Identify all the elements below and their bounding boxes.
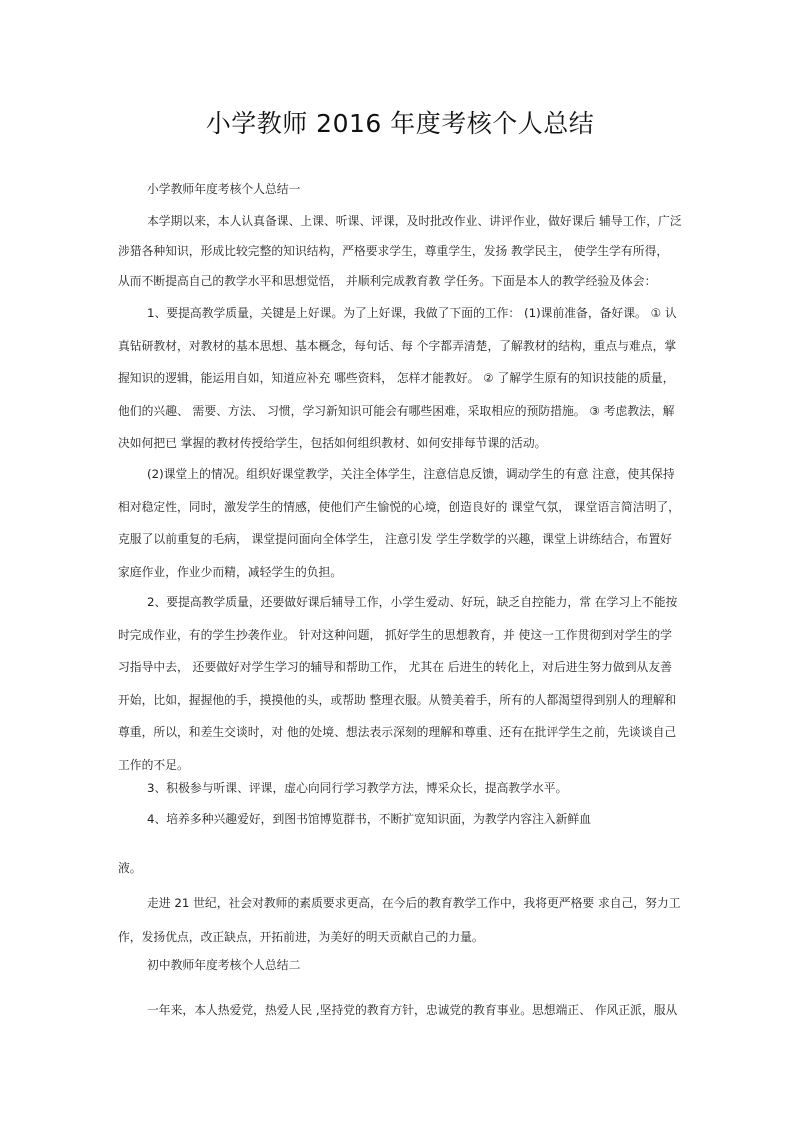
paragraph-line: (2)课堂上的情况。组织好课堂教学，关注全体学生，注意信息反馈，调动学生的有意 注意，使其保持 [147,467,675,481]
paragraph-line: 工作的不足。 [118,757,189,772]
point3-paragraph [147,773,567,803]
paragraph-line: 相对稳定性，同时，激发学生的情感，使他们产生愉悦的心境，创造良好的 课堂气氛， 课堂语言简洁明了， [118,499,680,514]
paragraph-line: 走进 21 世纪，社会对教师的素质要求更高，在今后的教育教学工作中，我将更严格要 求自己，努力工 [147,896,681,910]
paragraph-line: 液。 [118,861,142,875]
paragraph-line: 时完成作业，有的学生抄袭作业。 针对这种问题， 抓好学生的思想教育，并 使这一工作贯彻到对学生的学 [118,627,672,642]
paragraph-line: 作，发扬优点，改正缺点，开拓前进，为美好的明天贡献自己的力量。 [118,930,484,944]
paragraph-line: 一年来，本人热爱党，热爱人民 ,坚持党的教育方针，忠诚党的教育事业。思想端正、 作风正派，服从 [147,1003,678,1017]
paragraph-line: 习指导中去， 还要做好对学生学习的辅导和帮助工作， 尤其在 后进生的转化上，对后进生努力做到从友善 [118,660,672,674]
paragraph-line: 1、要提高教学质量，关键是上好课。为了上好课，我做了下面的工作： (1)课前准备，备好课。 ① 认 [147,306,677,320]
document-title: 小学教师 2016 年度考核个人总结 [205,109,595,138]
paragraph-line: 决如何把已 掌握的教材传授给学生，包括如何组织教材、如何安排每节课的活动。 [118,436,547,450]
paragraph-line: 开始，比如，握握他的手，摸摸他的头，或帮助 整理衣服。从赞美着手，所有的人都渴望得到别人的理解和 [118,692,677,707]
point1-paragraph [118,297,688,460]
closing-paragraph [118,886,688,954]
paragraph-line: 克服了以前重复的毛病， 课堂提问面向全体学生， 注意引发 学生学数学的兴趣，课堂上讲练结合，布置好 [118,532,672,546]
paragraph-line: 从而不断提高自己的教学水平和思想觉悟， 并顺利完成教育教 学任务。下面是本人的教学经验及体会： [118,274,657,288]
paragraph-line: 本学期以来，本人认真备课、上课、听课、评课，及时批改作业、讲评作业，做好课后 辅导工作，广泛 [147,214,682,228]
paragraph-line: 3、积极参与听课、评课，虚心向同行学习教学方法，博采众长，提高教学水平。 [147,781,568,795]
paragraph-line: 4、培养多种兴趣爱好，到图书馆博览群书，不断扩宽知识面，为教学内容注入新鲜血 [147,812,591,826]
section1-heading [147,174,300,204]
intro-paragraph [118,206,688,296]
paragraph-line: 真钻研教材，对教材的基本思想、基本概念，每句话、每 个字都弄清楚，了解教材的结构，重点与难点，掌 [118,338,677,353]
paragraph-line: 2、要提高教学质量，还要做好课后辅导工作，小学生爱动、好玩，缺乏自控能力，常 在学习上不能按 [147,595,678,609]
point4-paragraph [147,804,591,834]
section-heading: 小学教师年度考核个人总结一 [147,182,301,196]
paragraph-line: 尊重，所以，和差生交谈时，对 他的处境、想法表示深刻的理解和尊重、还有在批评学生之前，先谈谈自己 [118,725,677,739]
point2-paragraph [118,586,688,781]
paragraph-line: 握知识的逻辑，能运用自如，知道应补充 哪些资料， 怎样才能教好。 ② 了解学生原有的知识技能的质量， [118,371,675,385]
paragraph-line: 他们的兴趣、 需要、方法、 习惯，学习新知识可能会有哪些困难，采取相应的预防措施。 ③ 考虑教法，解 [118,403,675,418]
paragraph-line: 家庭作业，作业少而精，减轻学生的负担。 [118,564,343,579]
section2-heading [147,950,300,980]
point4-continuation [118,853,142,883]
point1b-paragraph [118,458,688,588]
section-heading: 初中教师年度考核个人总结二 [147,958,301,972]
paragraph-line: 涉猎各种知识，形成比较完整的知识结构，严格要求学生，尊重学生，发扬 教学民主， 使学生学有所得， [118,244,669,258]
section2-paragraph [147,995,677,1025]
